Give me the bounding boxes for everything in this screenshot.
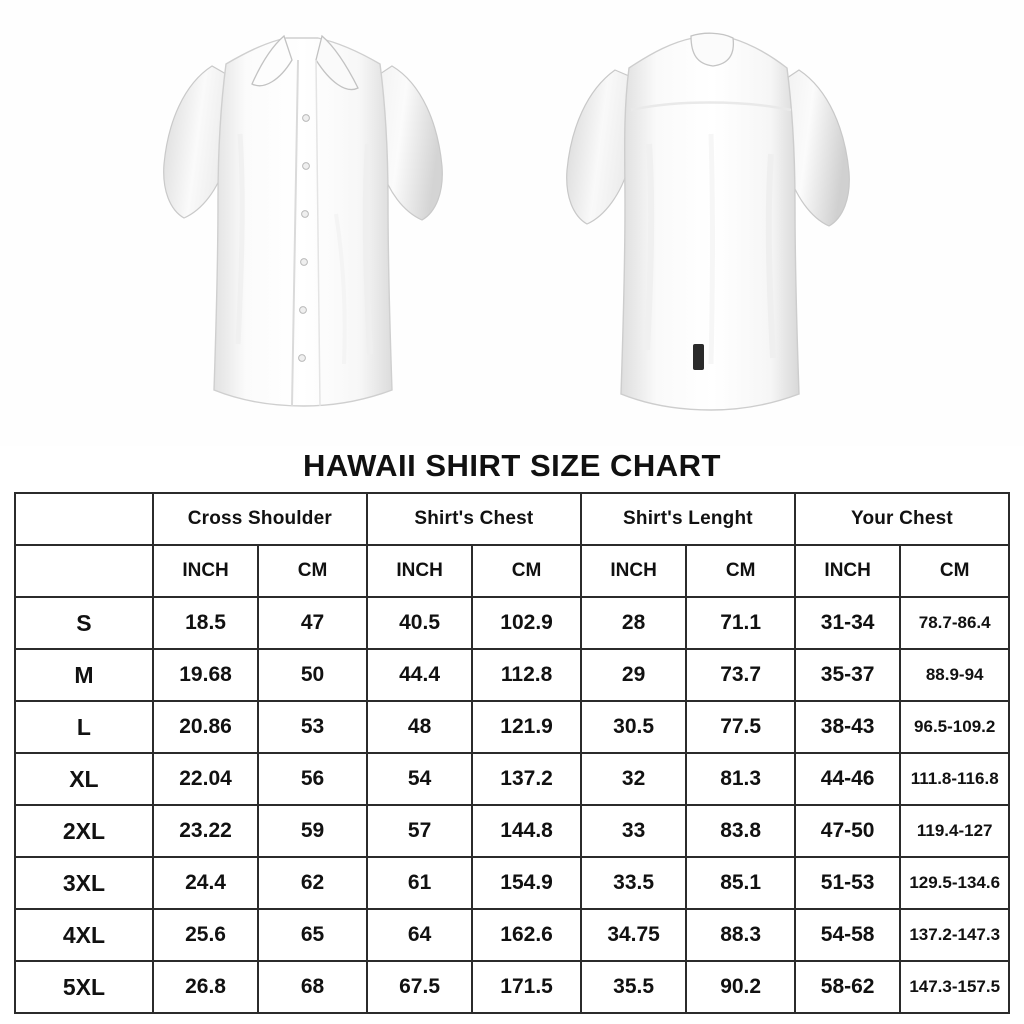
- chest-cm: 162.6: [472, 909, 581, 961]
- chest-cm: 112.8: [472, 649, 581, 701]
- length-cm: 85.1: [686, 857, 795, 909]
- length-inch: 35.5: [581, 961, 686, 1013]
- your-chest-inch: 58-62: [795, 961, 900, 1013]
- table-group-header-row: [15, 493, 1009, 545]
- size-label: 3XL: [15, 857, 153, 909]
- your-chest-inch: 31-34: [795, 597, 900, 649]
- corner-blank-cell: [15, 493, 153, 545]
- group-header-shirts-lenght: Shirt's Lenght: [581, 493, 795, 545]
- table-row: [15, 753, 1009, 805]
- shirt-illustrations: [0, 0, 1024, 446]
- shirt-back-image: [545, 14, 885, 434]
- your-chest-cm: 78.7-86.4: [900, 597, 1009, 649]
- unit-header-inch-chest: INCH: [367, 545, 472, 597]
- unit-header-inch-your-chest: INCH: [795, 545, 900, 597]
- size-chart-table: [14, 492, 1010, 1014]
- size-label: 2XL: [15, 805, 153, 857]
- chest-inch: 48: [367, 701, 472, 753]
- length-inch: 29: [581, 649, 686, 701]
- table-unit-header-row: [15, 545, 1009, 597]
- size-label: S: [15, 597, 153, 649]
- table-row: [15, 961, 1009, 1013]
- size-label: M: [15, 649, 153, 701]
- length-inch: 34.75: [581, 909, 686, 961]
- cross-shoulder-inch: 24.4: [153, 857, 258, 909]
- your-chest-cm: 137.2-147.3: [900, 909, 1009, 961]
- cross-shoulder-inch: 23.22: [153, 805, 258, 857]
- size-label: 4XL: [15, 909, 153, 961]
- your-chest-cm: 96.5-109.2: [900, 701, 1009, 753]
- cross-shoulder-cm: 62: [258, 857, 367, 909]
- chest-inch: 57: [367, 805, 472, 857]
- cross-shoulder-cm: 47: [258, 597, 367, 649]
- your-chest-inch: 51-53: [795, 857, 900, 909]
- unit-header-inch-lenght: INCH: [581, 545, 686, 597]
- chest-inch: 64: [367, 909, 472, 961]
- cross-shoulder-inch: 25.6: [153, 909, 258, 961]
- your-chest-cm: 129.5-134.6: [900, 857, 1009, 909]
- cross-shoulder-cm: 68: [258, 961, 367, 1013]
- your-chest-inch: 54-58: [795, 909, 900, 961]
- cross-shoulder-inch: 19.68: [153, 649, 258, 701]
- size-label: 5XL: [15, 961, 153, 1013]
- length-inch: 33.5: [581, 857, 686, 909]
- group-header-your-chest: Your Chest: [795, 493, 1009, 545]
- chest-cm: 121.9: [472, 701, 581, 753]
- length-cm: 90.2: [686, 961, 795, 1013]
- your-chest-cm: 111.8-116.8: [900, 753, 1009, 805]
- table-row: [15, 909, 1009, 961]
- chest-cm: 154.9: [472, 857, 581, 909]
- unit-header-cm-lenght: CM: [686, 545, 795, 597]
- group-header-shirts-chest: Shirt's Chest: [367, 493, 581, 545]
- chest-cm: 102.9: [472, 597, 581, 649]
- page-title: HAWAII SHIRT SIZE CHART: [303, 448, 721, 483]
- cross-shoulder-cm: 59: [258, 805, 367, 857]
- shirt-front-image: [140, 14, 480, 434]
- length-inch: 28: [581, 597, 686, 649]
- your-chest-cm: 119.4-127: [900, 805, 1009, 857]
- cross-shoulder-cm: 50: [258, 649, 367, 701]
- group-header-cross-shoulder: Cross Shoulder: [153, 493, 367, 545]
- table-row: [15, 597, 1009, 649]
- unit-header-inch-cross-shoulder: INCH: [153, 545, 258, 597]
- chest-inch: 61: [367, 857, 472, 909]
- chest-cm: 171.5: [472, 961, 581, 1013]
- table-row: [15, 857, 1009, 909]
- unit-header-cm-your-chest: CM: [900, 545, 1009, 597]
- your-chest-cm: 147.3-157.5: [900, 961, 1009, 1013]
- size-label: L: [15, 701, 153, 753]
- corner-blank-cell-2: [15, 545, 153, 597]
- length-inch: 30.5: [581, 701, 686, 753]
- chest-cm: 144.8: [472, 805, 581, 857]
- length-cm: 71.1: [686, 597, 795, 649]
- cross-shoulder-inch: 20.86: [153, 701, 258, 753]
- cross-shoulder-inch: 18.5: [153, 597, 258, 649]
- cross-shoulder-inch: 22.04: [153, 753, 258, 805]
- table-row: [15, 649, 1009, 701]
- your-chest-inch: 47-50: [795, 805, 900, 857]
- your-chest-inch: 44-46: [795, 753, 900, 805]
- cross-shoulder-cm: 56: [258, 753, 367, 805]
- size-table-container: [0, 492, 1024, 1014]
- unit-header-cm-chest: CM: [472, 545, 581, 597]
- length-cm: 88.3: [686, 909, 795, 961]
- chest-inch: 54: [367, 753, 472, 805]
- chest-inch: 67.5: [367, 961, 472, 1013]
- your-chest-cm: 88.9-94: [900, 649, 1009, 701]
- unit-header-cm-cross-shoulder: CM: [258, 545, 367, 597]
- cross-shoulder-cm: 65: [258, 909, 367, 961]
- length-cm: 77.5: [686, 701, 795, 753]
- length-inch: 32: [581, 753, 686, 805]
- cross-shoulder-cm: 53: [258, 701, 367, 753]
- chest-inch: 44.4: [367, 649, 472, 701]
- table-row: [15, 701, 1009, 753]
- length-cm: 81.3: [686, 753, 795, 805]
- table-row: [15, 805, 1009, 857]
- your-chest-inch: 35-37: [795, 649, 900, 701]
- length-cm: 83.8: [686, 805, 795, 857]
- cross-shoulder-inch: 26.8: [153, 961, 258, 1013]
- your-chest-inch: 38-43: [795, 701, 900, 753]
- length-inch: 33: [581, 805, 686, 857]
- length-cm: 73.7: [686, 649, 795, 701]
- chest-cm: 137.2: [472, 753, 581, 805]
- size-label: XL: [15, 753, 153, 805]
- chest-inch: 40.5: [367, 597, 472, 649]
